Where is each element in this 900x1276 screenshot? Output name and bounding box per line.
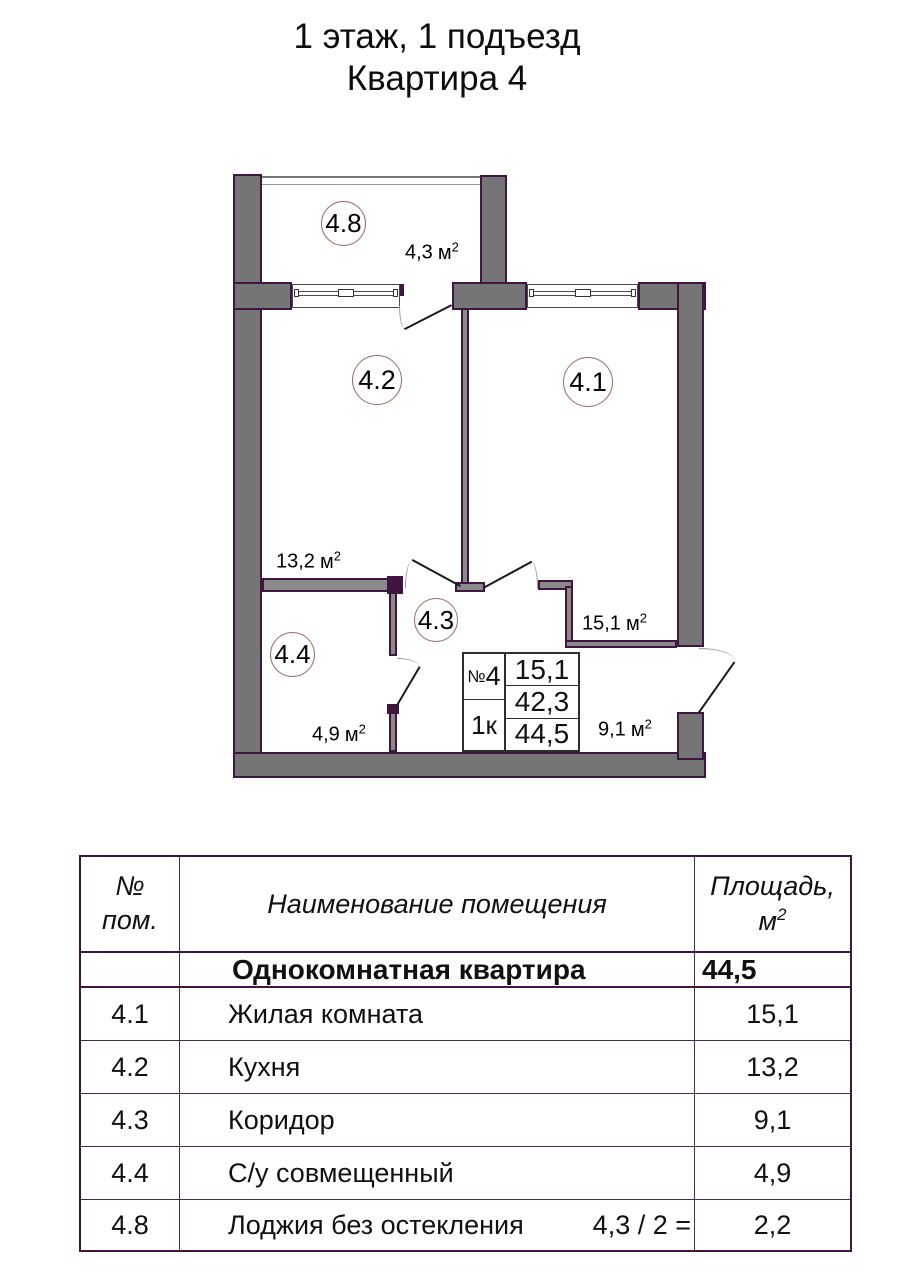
apartment-stamp [462,652,580,752]
stamp-left-column [464,654,506,750]
balcony-railing-line [262,176,480,178]
row-name: Жилая комната [180,988,695,1041]
window-kitchen [292,284,400,308]
balcony-door-leaf [404,304,452,330]
floor-plan [230,172,750,786]
wall-center-pier [452,282,527,310]
row-number: 4.1 [81,988,180,1041]
window-mullion [575,289,591,297]
wall-bottom [233,752,706,778]
wall-right-lower [677,712,704,760]
row-area: 13,2 [695,1041,850,1094]
area-label-corridor: 9,1 $м^2$ [598,716,652,741]
wall-window-stub-left [233,282,292,310]
row-area: 9,1 [695,1094,850,1147]
wall-kitchen-corridor [262,578,403,592]
room-number: 4.1 [569,366,607,397]
window-end-mark [529,289,534,297]
balcony-railing-line-2 [262,184,480,185]
stamp-heated-area: 42,3 [506,686,578,718]
page-title [0,16,887,100]
title-line-apartment: Квартира 4 [346,59,528,98]
window-living-room [527,284,638,308]
row-area: 15,1 [695,988,850,1041]
wall-niche-vertical [565,586,573,648]
row-name: С/у совмещенный [180,1147,695,1200]
row-name: Лоджия без остекления 4,3 / 2 = [180,1200,695,1250]
area-label-loggia: 4,3 $м^2$ [405,239,459,264]
header-area: Площадь, $м^2$ [695,857,850,953]
window-mullion [338,289,354,297]
stamp-apartment-number: № 4 [464,654,504,700]
row-area: 2,2 [753,1209,792,1240]
row-name: Коридор [180,1094,695,1147]
room-badge-bathroom [270,632,315,677]
stamp-right-column [506,654,578,750]
wall-left [233,174,262,778]
entrance-door-arc [699,648,735,661]
total-row-name: Однокомнатная квартира [180,953,695,988]
row-number: 4.3 [81,1094,180,1147]
total-row-number-cell [81,953,180,988]
living-room-door-leaf [483,561,532,589]
stamp-total-area: 44,5 [514,718,570,750]
room-number: 4.3 [417,604,455,635]
entrance-door-leaf [698,661,735,713]
wall-bathroom-upper [389,592,397,656]
header-room-number: № пом. [81,857,180,953]
room-badge-kitchen [352,355,402,405]
window-end-mark [294,289,299,297]
room-number: 4.8 [325,208,362,238]
wall-niche-horizontal [565,640,677,648]
room-badge-corridor [414,598,458,642]
bathroom-door-arc [397,658,419,666]
wall-right-upper [677,282,704,647]
wall-balcony-pillar [480,175,507,285]
stamp-living-area: 15,1 [506,654,578,686]
area-label-bathroom: 4,9 $м^2$ [312,721,366,746]
kitchen-door-leaf [412,559,461,587]
number-sign: № [467,666,486,686]
balcony-door-frame-tick [400,284,404,296]
header-room-name: Наименование помещения [180,857,695,953]
row-area: 4,9 [695,1147,850,1200]
area-label-kitchen: 13,2 $м^2$ [276,548,341,573]
area-label-living: 15,1 $м^2$ [582,610,647,635]
room-number: 4.2 [358,364,396,395]
stamp-apartment-type: 1к [471,709,497,740]
total-row-area: 44,5 [695,953,850,988]
row-name: Кухня [180,1041,695,1094]
living-room-door-arc [531,561,538,588]
window-end-mark [631,289,636,297]
row-number: 4.2 [81,1041,180,1094]
room-number: 4.4 [274,639,311,669]
room-areas-table [79,855,852,1252]
title-line-floor: 1 этаж, 1 подъезд [293,17,581,56]
balcony-door-arc [399,306,406,330]
partition-rooms-41-42 [461,308,469,584]
room-badge-loggia [321,201,366,246]
row-number: 4.8 [81,1200,180,1250]
row-number: 4.4 [81,1147,180,1200]
kitchen-door-arc [405,561,412,588]
bathroom-door-leaf [396,666,421,706]
window-end-mark [393,289,398,297]
room-badge-living [563,357,613,407]
